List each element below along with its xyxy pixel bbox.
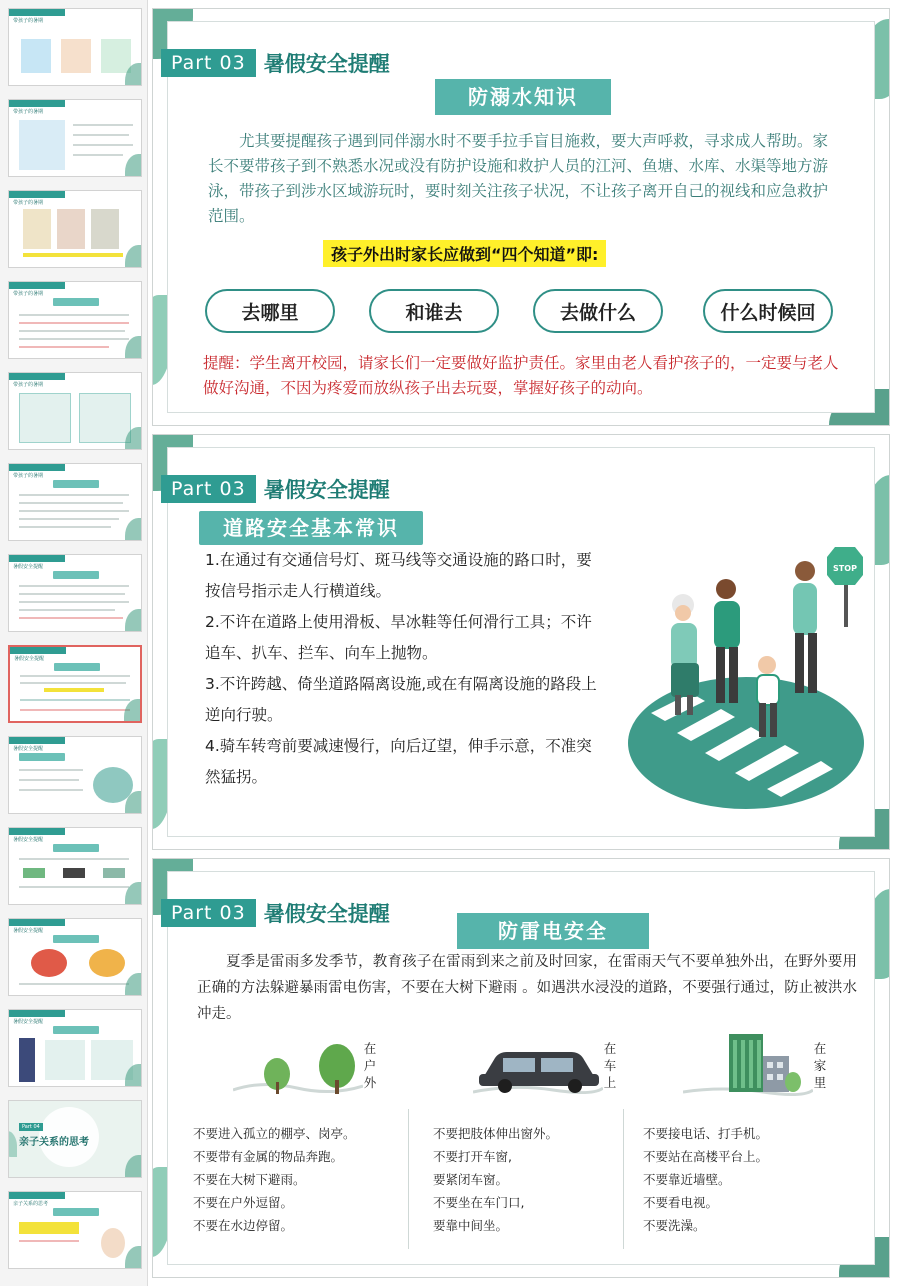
thumb-text-line <box>19 789 83 791</box>
at-home-item: 不要洗澡。 <box>643 1218 706 1233</box>
thumb-header-bar <box>9 828 65 835</box>
column-divider <box>408 1109 409 1249</box>
know-when-back-pill: 什么时候回 <box>703 289 833 333</box>
thumb-text-line <box>19 601 129 603</box>
thumb-text-line <box>19 346 109 348</box>
building-icon <box>683 1034 813 1098</box>
outdoor-item: 不要在大树下避雨。 <box>193 1172 306 1187</box>
leaf-decoration <box>125 609 142 632</box>
thumb-header-bar <box>9 373 65 380</box>
thumb-topic-pill <box>53 844 99 852</box>
leaf-decoration <box>8 1131 17 1157</box>
thumb-card <box>79 393 131 443</box>
leaf-decoration <box>125 1155 142 1178</box>
thumb-text-line <box>19 585 129 587</box>
part-tag: Part 03 <box>161 475 256 503</box>
tree-icon <box>233 1034 363 1098</box>
thumb-card <box>45 1040 85 1080</box>
thumb-text-line <box>19 502 123 504</box>
thumb-text-line <box>19 593 125 595</box>
part-header <box>161 899 417 927</box>
thumb-title: 暑假安全提醒 <box>13 928 44 934</box>
in-car-item: 不要把肢体伸出窗外。 <box>433 1126 559 1141</box>
outdoor-item: 不要带有金属的物品奔跑。 <box>193 1149 344 1164</box>
thumb-figure <box>19 1038 35 1082</box>
slide-thumbnail-2[interactable] <box>8 99 142 177</box>
slide-thumbnail-9[interactable] <box>8 736 142 814</box>
thumb-header-bar <box>9 919 65 926</box>
thumb-topic-pill <box>53 935 99 943</box>
in-car-item: 要紧闭车窗。 <box>433 1172 509 1187</box>
crossing-guard-figure <box>793 561 817 693</box>
thumb-text-line <box>19 609 115 611</box>
thumb-text-line <box>73 134 129 136</box>
thumb-text-line <box>73 144 133 146</box>
leaf-decoration <box>124 699 142 723</box>
slide-thumbnail-rail <box>0 0 148 1286</box>
slide-thumbnail-14[interactable] <box>8 1191 142 1269</box>
crosswalk-illustration <box>621 543 871 813</box>
thumb-image <box>23 209 51 249</box>
stop-sign-icon <box>827 547 863 627</box>
thumb-title: 暑假安全提醒 <box>13 837 44 843</box>
thumb-header-bar <box>9 282 65 289</box>
part-title: 暑假安全提醒 <box>263 52 390 76</box>
thumb-part-label: Part 04 <box>19 1123 43 1131</box>
thumb-icon <box>103 868 125 878</box>
thumb-title: 带孩子的暑期 <box>13 473 44 479</box>
thumb-icon <box>63 868 85 878</box>
road-rule-2: 2.不许在道路上使用滑板、旱冰鞋等任何滑行工具；不许追车、扒车、拦车、向车上抛物。 <box>205 613 592 662</box>
thumb-header-bar <box>10 647 66 654</box>
drowning-paragraph: 尤其要提醒孩子遇到同伴溺水时不要手拉手盲目施救，要大声呼救，寻求成人帮助。家长不要带孩子到不熟悉水况或没有防护设施和救护人员的江河、鱼塘、水库、水渠等地方游泳，带孩子到涉水区域游玩时，要时刻关注孩子状况，不让孩子离开自己的视线和应急救护范围。 <box>208 132 829 225</box>
slide-thumbnail-7[interactable] <box>8 554 142 632</box>
road-rule-4: 4.骑车转弯前要减速慢行，向后辽望，伸手示意，不准突然猛拐。 <box>205 737 592 786</box>
thumb-topic-pill <box>19 753 65 761</box>
thumb-text-line <box>20 675 130 677</box>
slide-thumbnail-6[interactable] <box>8 463 142 541</box>
column-divider <box>623 1109 624 1249</box>
grandmother-figure <box>671 594 699 715</box>
slide-thumbnail-3[interactable] <box>8 190 142 268</box>
thumb-header-bar <box>9 9 65 16</box>
thumb-text-line <box>19 330 125 332</box>
thumb-title: 暑假安全提醒 <box>13 564 44 570</box>
thumb-title: 暑假安全提醒 <box>14 656 45 662</box>
at-home-item: 不要看电视。 <box>643 1195 719 1210</box>
thumb-title: 暑假安全提醒 <box>13 1019 44 1025</box>
in-car-column <box>423 1034 633 1264</box>
car-icon <box>473 1034 603 1098</box>
leaf-decoration <box>125 245 142 268</box>
slide-thumbnail-5[interactable] <box>8 372 142 450</box>
thumb-topic-pill <box>53 480 99 488</box>
outdoor-item: 不要进入孤立的棚亭、岗亭。 <box>193 1126 356 1141</box>
slide-thumbnail-4[interactable] <box>8 281 142 359</box>
thumb-text-line <box>19 769 83 771</box>
thumb-text-line <box>19 858 129 860</box>
know-with-whom-pill: 和谁去 <box>369 289 499 333</box>
thumb-image <box>101 39 131 73</box>
outdoor-items <box>193 1122 356 1237</box>
thumb-highlight <box>44 688 104 692</box>
slide-thumbnail-10[interactable] <box>8 827 142 905</box>
at-home-item: 不要靠近墙壁。 <box>643 1172 731 1187</box>
thumb-text-line <box>20 699 130 701</box>
thumb-image <box>31 949 67 977</box>
thumb-text-line <box>19 518 119 520</box>
topic-title: 道路安全基本常识 <box>199 511 423 545</box>
leaf-decoration <box>125 973 142 996</box>
part-tag: Part 03 <box>161 899 256 927</box>
slide-thumbnail-1[interactable] <box>8 8 142 86</box>
reminder-text: 提醒：学生离开校园，请家长们一定要做好监护责任。家里由老人看护孩子的，一定要与老人做好沟通，不因为疼爱而放纵孩子出去玩耍，掌握好孩子的动向。 <box>203 354 839 397</box>
road-rule-3: 3.不许跨越、倚坐道路隔离设施,或在有隔离设施的路段上逆向行驶。 <box>205 675 597 724</box>
slide-thumbnail-13[interactable] <box>8 1100 142 1178</box>
column-label: 在户外 <box>363 1041 377 1090</box>
thumb-title: 带孩子的暑期 <box>13 109 44 115</box>
topic-title: 防溺水知识 <box>435 79 611 115</box>
thumb-avatar <box>101 1228 125 1258</box>
thumb-header-bar <box>9 464 65 471</box>
at-home-item: 不要站在高楼平台上。 <box>643 1149 769 1164</box>
thumb-text-line <box>19 1240 79 1242</box>
thumb-text-line <box>19 983 129 985</box>
thumb-header-bar <box>9 191 65 198</box>
column-label: 在车上 <box>603 1041 617 1090</box>
thumb-highlight <box>19 1222 79 1234</box>
thumb-header-bar <box>9 1192 65 1199</box>
outdoor-column <box>183 1034 393 1264</box>
thumb-title: 带孩子的暑期 <box>13 200 44 206</box>
thumb-text-line <box>19 617 123 619</box>
thumb-topic-pill <box>53 571 99 579</box>
thumb-title: 带孩子的暑期 <box>13 382 44 388</box>
thumb-card <box>19 393 71 443</box>
slide-drowning-prevention <box>152 8 890 426</box>
thumb-title: 暑假安全提醒 <box>13 746 44 752</box>
thumb-topic-pill <box>53 298 99 306</box>
slide-road-safety <box>152 434 890 850</box>
at-home-items <box>643 1122 768 1237</box>
thumb-text-line <box>19 314 129 316</box>
stop-sign-label: STOP <box>833 564 857 573</box>
thumb-header-bar <box>9 737 65 744</box>
part-tag: Part 03 <box>161 49 256 77</box>
thumb-topic-pill <box>53 1026 99 1034</box>
leaf-decoration <box>125 1246 142 1269</box>
thumb-title: 带孩子的暑期 <box>13 18 44 24</box>
thumb-text-line <box>19 510 129 512</box>
part-header <box>161 475 417 503</box>
leaf-decoration <box>125 154 142 177</box>
column-label: 在家里 <box>813 1041 827 1090</box>
in-car-items <box>433 1122 558 1237</box>
thumb-text-line <box>19 886 129 888</box>
slide-thumbnail-8-active[interactable] <box>8 645 142 723</box>
thumb-image <box>91 209 119 249</box>
part-title: 暑假安全提醒 <box>263 478 390 502</box>
know-where-pill: 去哪里 <box>205 289 335 333</box>
thumb-text-line <box>19 779 79 781</box>
at-home-item: 不要接电话、打手机。 <box>643 1126 769 1141</box>
thumb-image <box>21 39 51 73</box>
thumb-header-bar <box>9 1010 65 1017</box>
thumb-image <box>57 209 85 249</box>
slide-lightning-safety <box>152 858 890 1278</box>
thumb-text-line <box>73 154 123 156</box>
slide-thumbnail-11[interactable] <box>8 918 142 996</box>
thumb-text-line <box>20 709 130 711</box>
topic-title: 防雷电安全 <box>457 913 649 949</box>
thumb-icon <box>23 868 45 878</box>
in-car-item: 不要坐在车门口, <box>433 1195 525 1210</box>
thumb-hero-title: 亲子关系的思考 <box>19 1137 89 1148</box>
thumb-title: 亲子关系的思考 <box>13 1201 49 1207</box>
thumb-image <box>89 949 125 977</box>
thumb-text-line <box>73 124 133 126</box>
thumb-text-line <box>19 526 111 528</box>
four-knows-highlight: 孩子外出时家长应做到“四个知道”即: <box>323 240 606 267</box>
know-what-pill: 去做什么 <box>533 289 663 333</box>
thumb-text-line <box>20 682 126 684</box>
outdoor-item: 不要在户外逗留。 <box>193 1195 294 1210</box>
slide-thumbnail-12[interactable] <box>8 1009 142 1087</box>
thumb-header-bar <box>9 555 65 562</box>
thumb-text-line <box>19 338 129 340</box>
road-rule-1: 1.在通过有交通信号灯、斑马线等交通设施的路口时，要按信号指示走人行横道线。 <box>205 551 592 600</box>
thumb-image <box>61 39 91 73</box>
thumb-header-bar <box>9 100 65 107</box>
in-car-item: 要靠中间坐。 <box>433 1218 509 1233</box>
at-home-column <box>633 1034 843 1264</box>
road-rules-list <box>205 545 605 793</box>
thumb-highlight <box>23 253 123 257</box>
in-car-item: 不要打开车窗, <box>433 1149 512 1164</box>
part-header <box>161 49 417 77</box>
outdoor-item: 不要在水边停留。 <box>193 1218 294 1233</box>
part-title: 暑假安全提醒 <box>263 902 390 926</box>
thumb-text-line <box>19 322 129 324</box>
lightning-paragraph: 夏季是雷雨多发季节，教育孩子在雷雨到来之前及时回家，在雷雨天气不要单独外出，在野外要用正确的方法躲避暴雨雷电伤害，不要在大树下避雨 。如遇洪水浸没的道路，不要强行通过，防止被洪水冲走。 <box>197 954 857 1022</box>
thumb-table <box>19 120 65 170</box>
leaf-decoration <box>125 518 142 541</box>
thumb-text-line <box>19 494 129 496</box>
thumb-topic-pill <box>54 663 100 671</box>
thumb-topic-pill <box>53 1208 99 1216</box>
thumb-title: 带孩子的暑期 <box>13 291 44 297</box>
